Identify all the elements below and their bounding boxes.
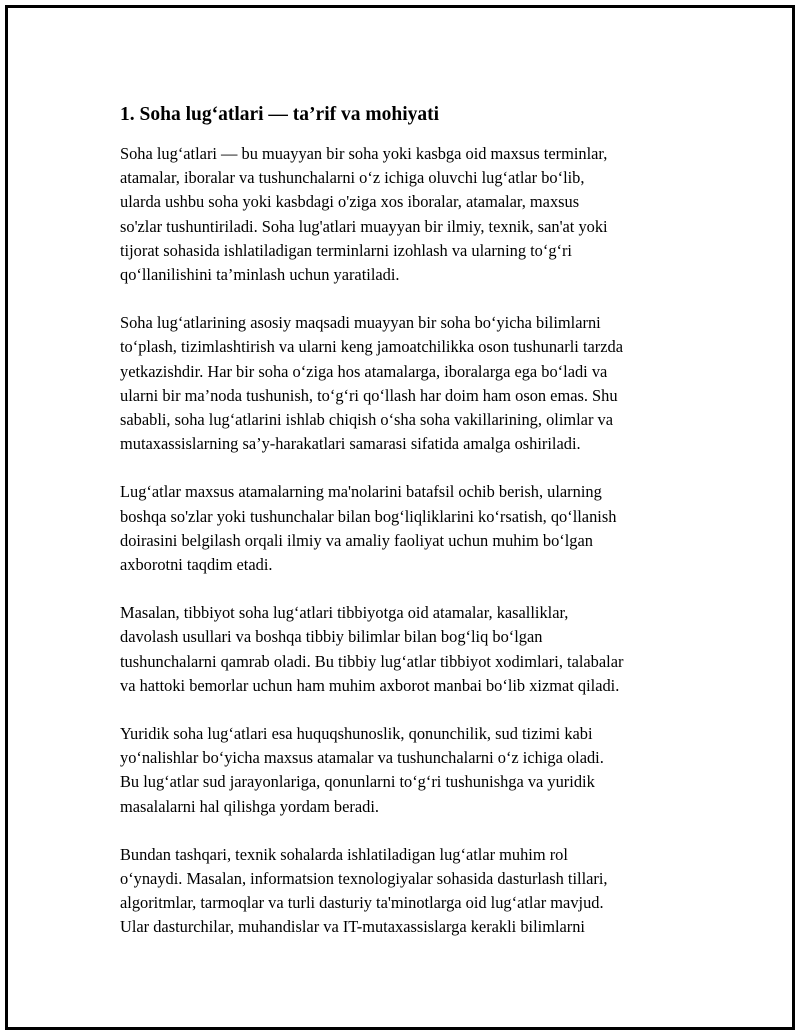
text-line: doirasini belgilash orqali ilmiy va amaliy faoliyat uchun muhim bo‘lgan — [120, 530, 593, 550]
text-line: Ular dasturchilar, muhandislar va IT-mutaxassislarga kerakli bilimlarni — [120, 917, 585, 937]
text-line: yetkazishdir. Har bir soha o‘ziga hos atamalarga, iboralarga ega bo‘ladi va — [120, 361, 608, 381]
paragraph — [120, 142, 680, 287]
text-line: qo‘llanilishini ta’minlash uchun yaratiladi. — [120, 265, 400, 285]
text-line: algoritmlar, tarmoqlar va turli dasturiy ta'minotlarga oid lug‘atlar mavjud. — [120, 893, 604, 913]
text-line: axborotni taqdim etadi. — [120, 555, 273, 575]
text-line: Yuridik soha lug‘atlari esa huquqshunoslik, qonunchilik, sud tizimi kabi — [120, 724, 593, 744]
paragraph — [120, 601, 680, 698]
page-frame — [5, 5, 795, 1030]
document-body — [120, 102, 680, 964]
paragraph — [120, 722, 680, 819]
section-heading: 1. Soha lug‘atlari — ta’rif va mohiyati — [120, 104, 440, 125]
text-line: masalalarni hal qilishga yordam beradi. — [120, 796, 379, 816]
text-line: to‘plash, tizimlashtirish va ularni keng jamoatchilikka oson tushunarli tarzda — [120, 337, 623, 357]
text-line: Soha lug‘atlarining asosiy maqsadi muayyan bir soha bo‘yicha bilimlarni — [120, 313, 601, 333]
text-line: ularni bir ma’noda tushunish, to‘g‘ri qo‘llash har doim ham oson emas. Shu — [120, 385, 618, 405]
paragraph — [120, 311, 680, 456]
text-line: mutaxassislarning sa’y-harakatlari samarasi sifatida amalga oshiriladi. — [120, 434, 581, 454]
text-line: o‘ynaydi. Masalan, informatsion texnologiyalar sohasida dasturlash tillari, — [120, 869, 608, 889]
paragraph — [120, 843, 680, 940]
text-line: yo‘nalishlar bo‘yicha maxsus atamalar va tushunchalarni o‘z ichiga oladi. — [120, 748, 604, 768]
text-line: ularda ushbu soha yoki kasbdagi o'ziga xos iboralar, atamalar, maxsus — [120, 192, 580, 212]
text-line: Lug‘atlar maxsus atamalarning ma'nolarini batafsil ochib berish, ularning — [120, 482, 602, 502]
text-line: tijorat sohasida ishlatiladigan terminlarni izohlash va ularning to‘g‘ri — [120, 240, 572, 260]
text-line: Soha lug‘atlari — bu muayyan bir soha yoki kasbga oid maxsus terminlar, — [120, 144, 608, 163]
text-line: Bu lug‘atlar sud jarayonlariga, qonunlarni to‘g‘ri tushunishga va yuridik — [120, 772, 595, 792]
text-line: va hattoki bemorlar uchun ham muhim axborot manbai bo‘lib xizmat qiladi. — [120, 675, 620, 695]
text-line: sababli, soha lug‘atlarini ishlab chiqish o‘sha soha vakillarining, olimlar va — [120, 410, 613, 430]
text-line: so'zlar tushuntiriladi. Soha lug'atlari muayyan bir ilmiy, texnik, san'at yoki — [120, 216, 608, 236]
text-line: tushunchalarni qamrab oladi. Bu tibbiy lug‘atlar tibbiyot xodimlari, talabalar — [120, 651, 624, 671]
paragraph — [120, 480, 680, 577]
text-line: Masalan, tibbiyot soha lug‘atlari tibbiyotga oid atamalar, kasalliklar, — [120, 603, 569, 623]
text-line: boshqa so'zlar yoki tushunchalar bilan bog‘liqliklarini ko‘rsatish, qo‘llanish — [120, 506, 617, 526]
text-line: atamalar, iboralar va tushunchalarni o‘z ichiga oluvchi lug‘atlar bo‘lib, — [120, 168, 585, 188]
text-line: Bundan tashqari, texnik sohalarda ishlatiladigan lug‘atlar muhim rol — [120, 844, 568, 864]
paragraph-list — [120, 142, 680, 940]
text-line: davolash usullari va boshqa tibbiy bilimlar bilan bog‘liq bo‘lgan — [120, 627, 543, 647]
